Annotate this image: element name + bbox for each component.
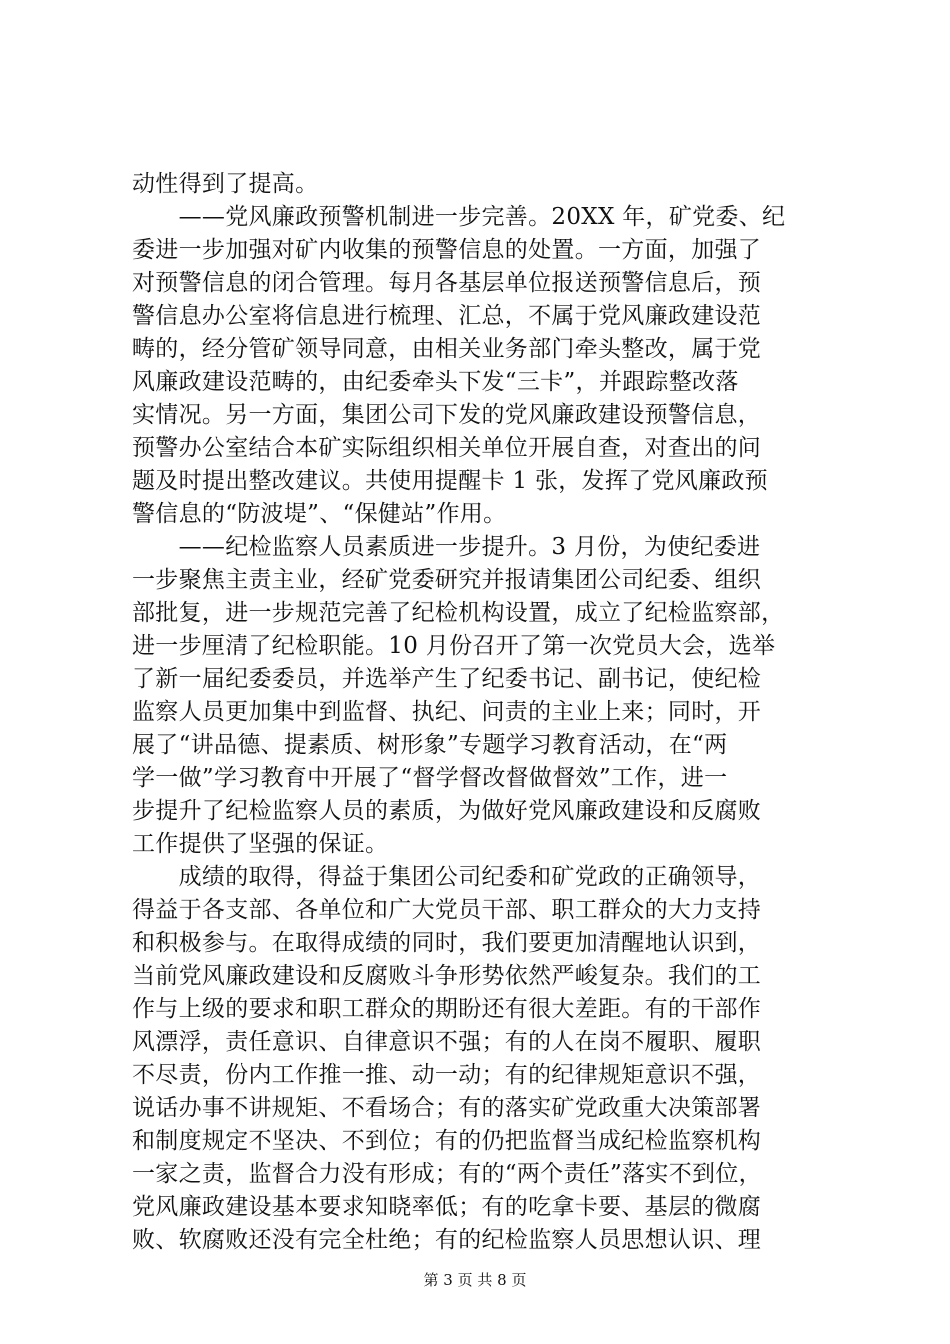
text-line: 预警办公室结合本矿实际组织相关单位开展自查，对查出的问 bbox=[132, 435, 762, 461]
text-line: 和积极参与。在取得成绩的同时，我们要更加清醒地认识到， bbox=[132, 930, 762, 956]
text-line: 当前党风廉政建设和反腐败斗争形势依然严峻复杂。我们的工 bbox=[132, 963, 762, 989]
text-line: 学一做”学习教育中开展了“督学督改督做督效”工作，进一 bbox=[132, 765, 728, 791]
text-line: 说话办事不讲规矩、不看场合；有的落实矿党政重大决策部署 bbox=[132, 1095, 762, 1121]
text-line: 监察人员更加集中到监督、执纪、问责的主业上来；同时，开 bbox=[132, 699, 762, 725]
text-line: 警信息办公室将信息进行梳理、汇总，不属于党风廉政建设范 bbox=[132, 303, 762, 329]
text-line: 一步聚焦主责主业，经矿党委研究并报请集团公司纪委、组织 bbox=[132, 567, 762, 593]
text-line: 一家之责，监督合力没有形成；有的“两个责任”落实不到位， bbox=[132, 1161, 762, 1187]
text-line: 展了“讲品德、提素质、树形象”专题学习教育活动，在“两 bbox=[132, 732, 728, 758]
text-line: 对预警信息的闭合管理。每月各基层单位报送预警信息后，预 bbox=[132, 270, 762, 296]
text-line: 畴的，经分管矿领导同意，由相关业务部门牵头整改，属于党 bbox=[132, 336, 762, 362]
text-line: 党风廉政建设基本要求知晓率低；有的吃拿卡要、基层的微腐 bbox=[132, 1194, 762, 1220]
text-line: 动性得到了提高。 bbox=[132, 171, 319, 197]
text-line: 工作提供了坚强的保证。 bbox=[132, 831, 389, 857]
text-line: 败、软腐败还没有完全杜绝；有的纪检监察人员思想认识、理 bbox=[132, 1227, 762, 1253]
text-line: 警信息的“防波堤”、“保健站”作用。 bbox=[132, 501, 507, 527]
page-footer: 第 3 页 共 8 页 bbox=[423, 1271, 527, 1289]
text-line: 委进一步加强对矿内收集的预警信息的处置。一方面，加强了 bbox=[132, 237, 762, 263]
text-line: 不尽责，份内工作推一推、动一动；有的纪律规矩意识不强， bbox=[132, 1062, 762, 1088]
text-line: 成绩的取得，得益于集团公司纪委和矿党政的正确领导， bbox=[132, 864, 762, 890]
text-line: 风廉政建设范畴的，由纪委牵头下发“三卡”，并跟踪整改落 bbox=[132, 369, 739, 395]
text-line: ——党风廉政预警机制进一步完善。20XX 年，矿党委、纪 bbox=[132, 204, 786, 230]
text-line: 得益于各支部、各单位和广大党员干部、职工群众的大力支持 bbox=[132, 897, 762, 923]
text-line: ——纪检监察人员素质进一步提升。3 月份，为使纪委进 bbox=[132, 534, 761, 560]
body-text bbox=[132, 168, 832, 1257]
text-line: 题及时提出整改建议。共使用提醒卡 1 张，发挥了党风廉政预 bbox=[132, 468, 768, 494]
text-line: 部批复，进一步规范完善了纪检机构设置，成立了纪检监察部， bbox=[132, 600, 785, 626]
text-line: 步提升了纪检监察人员的素质，为做好党风廉政建设和反腐败 bbox=[132, 798, 762, 824]
text-line: 风漂浮，责任意识、自律意识不强；有的人在岗不履职、履职 bbox=[132, 1029, 762, 1055]
text-line: 进一步厘清了纪检职能。10 月份召开了第一次党员大会，选举 bbox=[132, 633, 776, 659]
text-line: 作与上级的要求和职工群众的期盼还有很大差距。有的干部作 bbox=[132, 996, 762, 1022]
text-line: 和制度规定不坚决、不到位；有的仍把监督当成纪检监察机构 bbox=[132, 1128, 762, 1154]
text-line: 了新一届纪委委员，并选举产生了纪委书记、副书记，使纪检 bbox=[132, 666, 762, 692]
text-line: 实情况。另一方面，集团公司下发的党风廉政建设预警信息， bbox=[132, 402, 762, 428]
